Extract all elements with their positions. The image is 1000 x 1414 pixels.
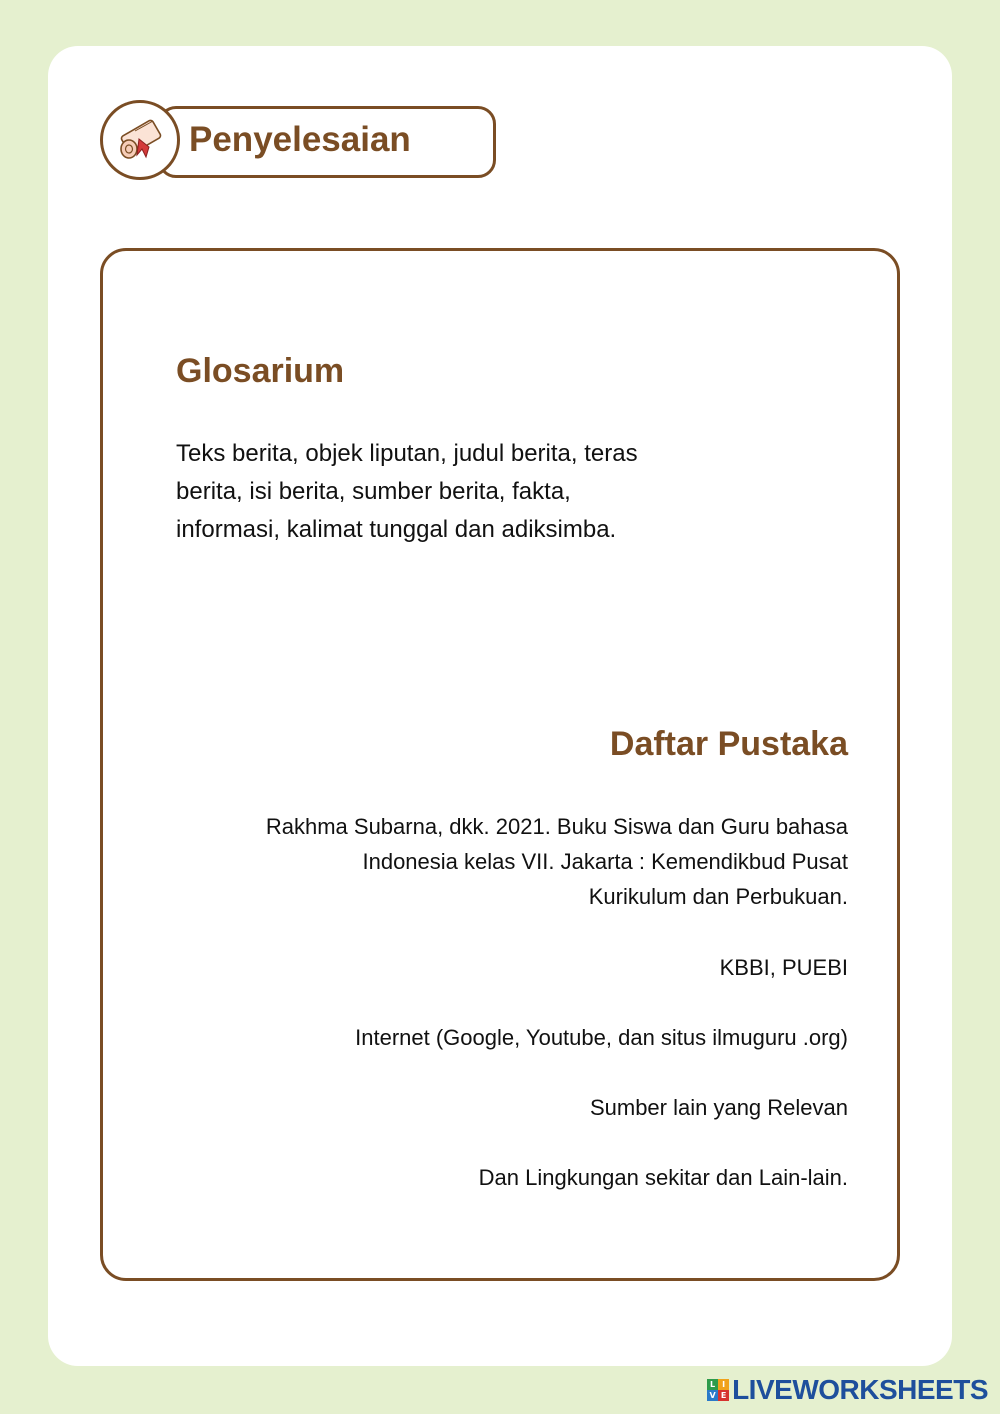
reference-item-sumber-lain: Sumber lain yang Relevan (589, 1095, 848, 1120)
glosarium-line: Teks berita, objek liputan, judul berita, teras (176, 440, 638, 467)
reference-line: Rakhma Subarna, dkk. 2021. Buku Siswa dan Guru bahasa (265, 814, 848, 839)
glosarium-text (176, 435, 776, 549)
glosarium-line: informasi, kalimat tunggal dan adiksimba. (176, 516, 617, 543)
reference-item-lingkungan: Dan Lingkungan sekitar dan Lain-lain. (478, 1165, 848, 1190)
scroll-icon-badge (100, 100, 180, 180)
glosarium-line: berita, isi berita, sumber berita, fakta, (176, 478, 571, 505)
reference-item-internet: Internet (Google, Youtube, dan situs ilmuguru .org) (355, 1025, 848, 1050)
reference-item-buku (266, 809, 848, 914)
reference-item-kbbi: KBBI, PUEBI (719, 955, 848, 980)
reference-line: Indonesia kelas VII. Jakarta : Kemendikbud Pusat (362, 849, 848, 874)
badge-letter: V (707, 1390, 718, 1401)
glosarium-heading: Glosarium (176, 352, 345, 390)
liveworksheets-wordmark: LIVEWORKSHEETS (732, 1374, 988, 1405)
badge-letter: E (718, 1390, 729, 1401)
scroll-icon (109, 109, 171, 171)
badge-letter: L (707, 1379, 718, 1390)
badge-letter: I (718, 1379, 729, 1390)
section-title: Penyelesaian (189, 120, 411, 159)
daftar-pustaka-heading: Daftar Pustaka (609, 725, 848, 763)
liveworksheets-logo[interactable] (707, 1373, 988, 1407)
liveworksheets-badge-icon (707, 1379, 729, 1401)
reference-line: Kurikulum dan Perbukuan. (588, 884, 848, 909)
